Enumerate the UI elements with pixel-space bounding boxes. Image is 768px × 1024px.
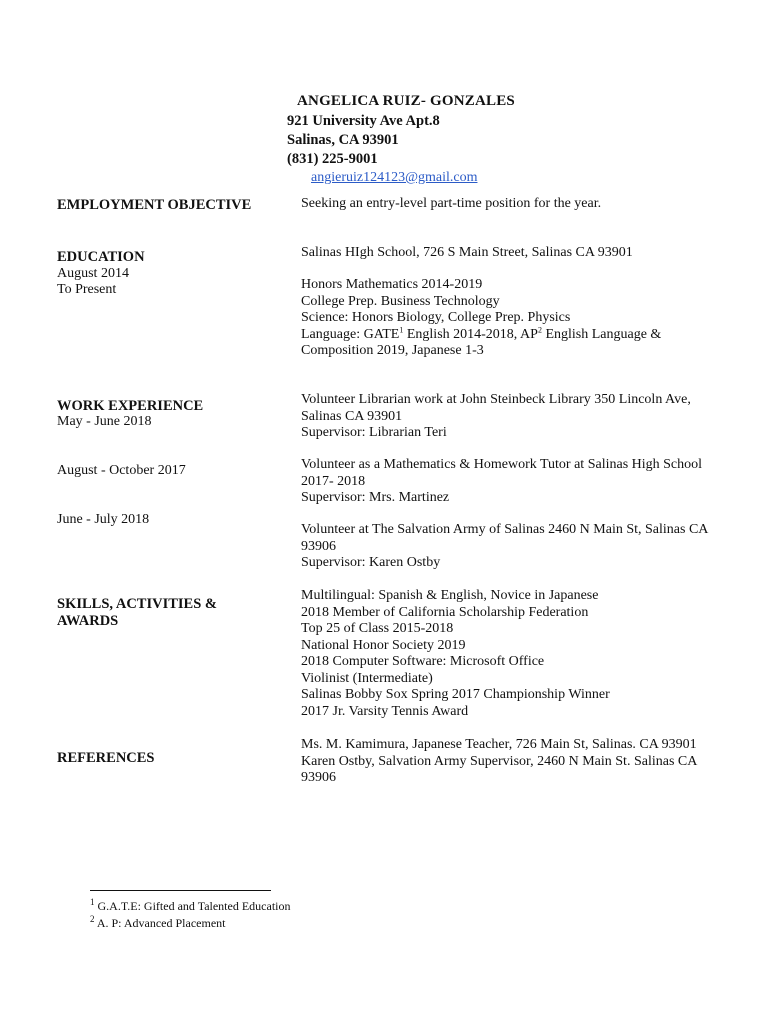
education-heading: EDUCATION xyxy=(57,249,145,265)
skills-heading: SKILLS, ACTIVITIES & xyxy=(57,596,217,612)
education-course: Science: Honors Biology, College Prep. Physics xyxy=(301,310,571,325)
skill-item: Salinas Bobby Sox Spring 2017 Championship Winner xyxy=(301,687,610,702)
job-description: Volunteer Librarian work at John Steinbeck Library 350 Lincoln Ave, Salinas CA 93901 Supervisor: Librarian Teri xyxy=(301,392,691,440)
footnote-divider xyxy=(90,890,271,891)
reference-line: Karen Ostby, Salvation Army Supervisor, 2460 N Main St. Salinas CA xyxy=(301,753,698,769)
job-date: August - October 2017 xyxy=(57,463,186,478)
email-link[interactable]: angieruiz124123@gmail.com xyxy=(311,170,478,185)
skill-item: Multilingual: Spanish & English, Novice in Japanese xyxy=(301,588,599,603)
skill-item: 2018 Member of California Scholarship Federation xyxy=(301,604,589,620)
skill-item: Top 25 of Class 2015-2018 xyxy=(301,621,454,636)
footnote: $^2$ A. P: Advanced Placement xyxy=(90,913,226,930)
reference-line: 93906 xyxy=(301,770,336,785)
footnote-list xyxy=(90,898,291,931)
phone-number: (831) 225-9001 xyxy=(287,151,378,167)
references-list xyxy=(301,737,697,787)
job-description: Volunteer as a Mathematics & Homework Tutor at Salinas High School 2017- 2018 Supervisor: Mrs. Martinez xyxy=(301,457,703,505)
references-heading: REFERENCES xyxy=(57,750,155,766)
address-line-2: Salinas, CA 93901 xyxy=(287,132,399,148)
job-description: Volunteer at The Salvation Army of Salinas 2460 N Main St, Salinas CA 93906 Supervisor: Karen Ostby xyxy=(301,522,709,570)
reference-line: Ms. M. Kamimura, Japanese Teacher, 726 Main St, Salinas. CA 93901 xyxy=(301,737,697,752)
education-language-line-2: Composition 2019, Japanese 1-3 xyxy=(301,343,484,358)
school-name: Salinas HIgh School, 726 S Main Street, Salinas CA 93901 xyxy=(301,245,633,260)
education-language-line: Language: GATE$^1$ English 2014-2018, $AP^2$ English Language & xyxy=(301,324,662,342)
objective-text: Seeking an entry-level part-time position for the year. xyxy=(301,196,602,211)
skills-list xyxy=(301,588,610,720)
skill-item: Violinist (Intermediate) xyxy=(301,670,433,686)
education-course: Honors Mathematics 2014-2019 xyxy=(301,277,483,292)
education-date-start: August 2014 xyxy=(57,266,129,281)
work-heading: WORK EXPERIENCE xyxy=(57,398,204,414)
applicant-name: ANGELICA RUIZ- GONZALES xyxy=(297,93,515,109)
job-date: May - June 2018 xyxy=(57,414,152,429)
skills-heading-line-2: AWARDS xyxy=(57,613,119,629)
skill-item: National Honor Society 2019 xyxy=(301,637,466,653)
education-date-end: To Present xyxy=(57,282,117,297)
objective-heading: EMPLOYMENT OBJECTIVE xyxy=(57,197,252,213)
education-course-list xyxy=(301,277,661,360)
education-course: College Prep. Business Technology xyxy=(301,293,500,309)
skill-item: 2018 Computer Software: Microsoft Office xyxy=(301,654,545,669)
skill-item: 2017 Jr. Varsity Tennis Award xyxy=(301,703,469,719)
footnote: $^1$ G.A.T.E: Gifted and Talented Education xyxy=(90,897,291,913)
job-date: June - July 2018 xyxy=(57,512,150,527)
address-line-1: 921 University Ave Apt.8 xyxy=(287,113,440,129)
